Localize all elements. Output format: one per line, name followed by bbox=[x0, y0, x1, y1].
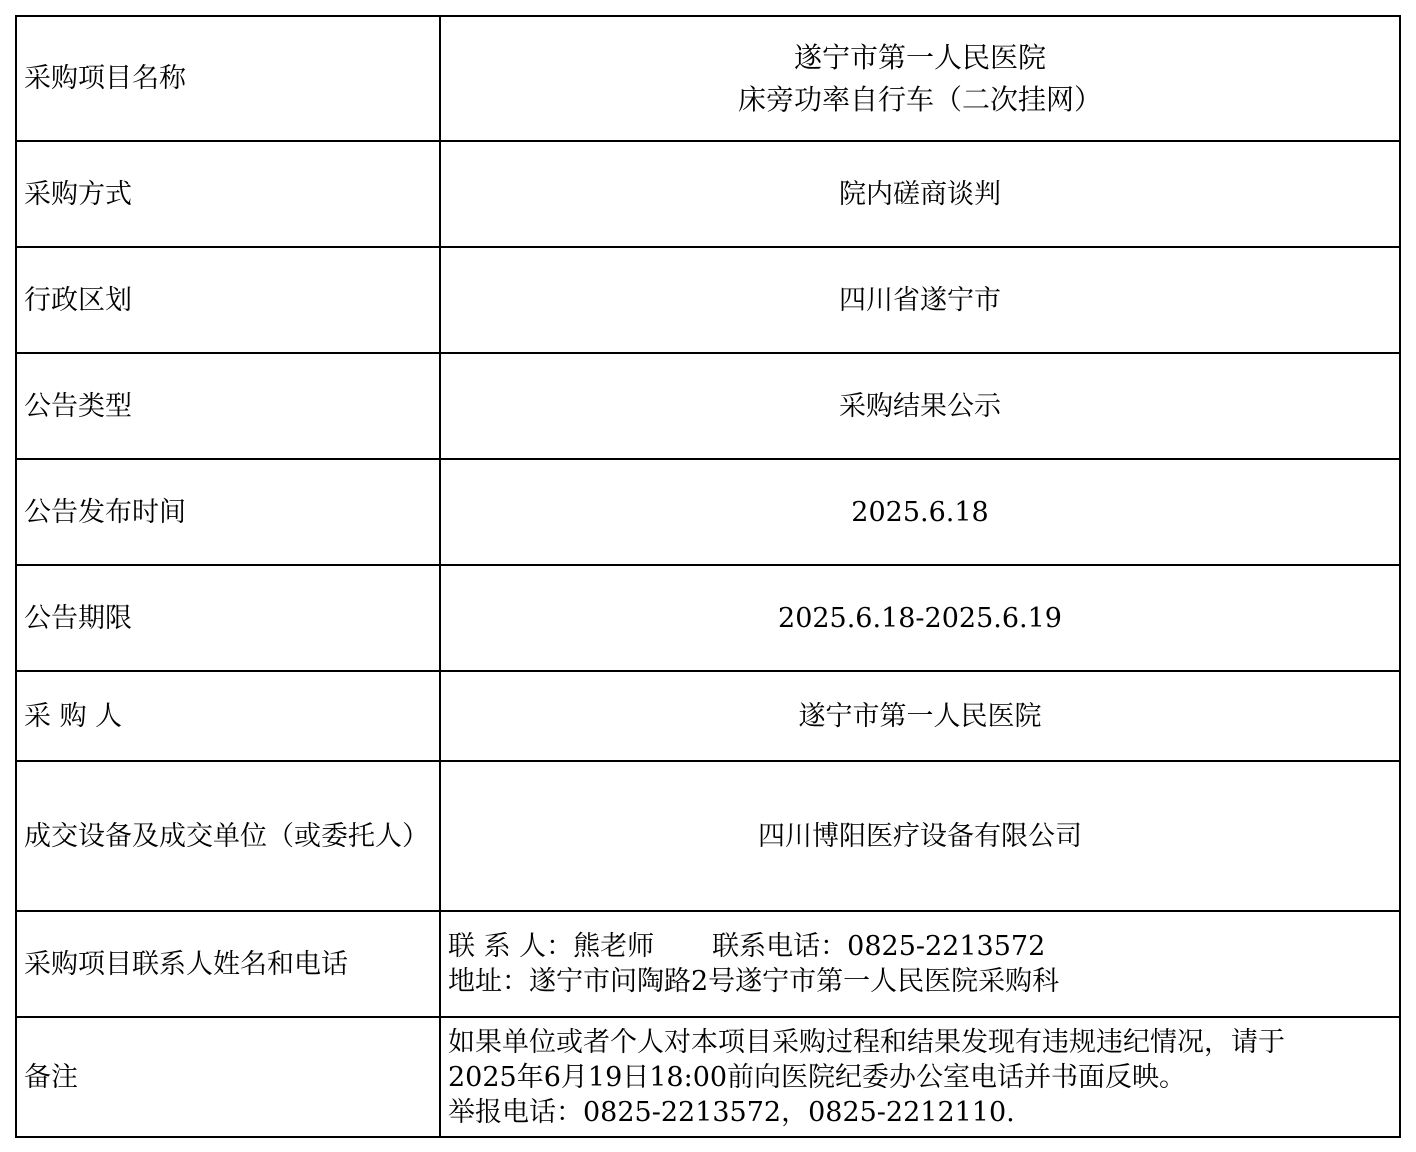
contact-address: 地址：遂宁市问陶路2号遂宁市第一人民医院采购科 bbox=[448, 966, 1060, 997]
period-label: 公告期限 bbox=[16, 565, 440, 671]
table-row-method bbox=[16, 141, 1400, 247]
remarks-label: 备注 bbox=[16, 1017, 440, 1137]
table-row-region bbox=[16, 247, 1400, 353]
table-row-publish-time bbox=[16, 459, 1400, 565]
notice-type-label: 公告类型 bbox=[16, 353, 440, 459]
publish-time-value: 2025.6.18 bbox=[440, 459, 1400, 565]
contact-value bbox=[440, 911, 1400, 1017]
remarks-line2: 2025年6月19日18:00前向医院纪委办公室电话并书面反映。 bbox=[448, 1061, 1187, 1093]
purchaser-value: 遂宁市第一人民医院 bbox=[440, 671, 1400, 761]
region-label: 行政区划 bbox=[16, 247, 440, 353]
notice-type-value: 采购结果公示 bbox=[440, 353, 1400, 459]
table-row-contact bbox=[16, 911, 1400, 1017]
table-row-remarks bbox=[16, 1017, 1400, 1137]
table-row-project-name bbox=[16, 16, 1400, 141]
method-value: 院内磋商谈判 bbox=[440, 141, 1400, 247]
table-row-period bbox=[16, 565, 1400, 671]
remarks-line1: 如果单位或者个人对本项目采购过程和结果发现有违规违纪情况，请于 bbox=[448, 1026, 1285, 1058]
project-name-label: 采购项目名称 bbox=[16, 16, 440, 141]
project-name-value bbox=[440, 16, 1400, 141]
publish-time-label: 公告发布时间 bbox=[16, 459, 440, 565]
method-label: 采购方式 bbox=[16, 141, 440, 247]
project-name-line2: 床旁功率自行车（二次挂网） bbox=[737, 82, 1102, 116]
table-row-purchaser bbox=[16, 671, 1400, 761]
table-row-winner bbox=[16, 761, 1400, 911]
remarks-value bbox=[440, 1017, 1400, 1137]
region-value: 四川省遂宁市 bbox=[440, 247, 1400, 353]
contact-person-phone-line bbox=[448, 929, 1389, 964]
contact-person: 联 系 人：熊老师 bbox=[448, 931, 655, 962]
winner-value: 四川博阳医疗设备有限公司 bbox=[440, 761, 1400, 911]
table-row-notice-type bbox=[16, 353, 1400, 459]
procurement-result-table bbox=[15, 15, 1401, 1138]
contact-label: 采购项目联系人姓名和电话 bbox=[16, 911, 440, 1017]
purchaser-label: 采 购 人 bbox=[16, 671, 440, 761]
project-name-line1: 遂宁市第一人民医院 bbox=[793, 40, 1046, 74]
period-value: 2025.6.18-2025.6.19 bbox=[440, 565, 1400, 671]
winner-label: 成交设备及成交单位（或委托人） bbox=[16, 761, 440, 911]
contact-phone: 联系电话：0825-2213572 bbox=[712, 931, 1046, 962]
remarks-line3: 举报电话：0825-2213572，0825-2212110. bbox=[448, 1096, 1015, 1128]
